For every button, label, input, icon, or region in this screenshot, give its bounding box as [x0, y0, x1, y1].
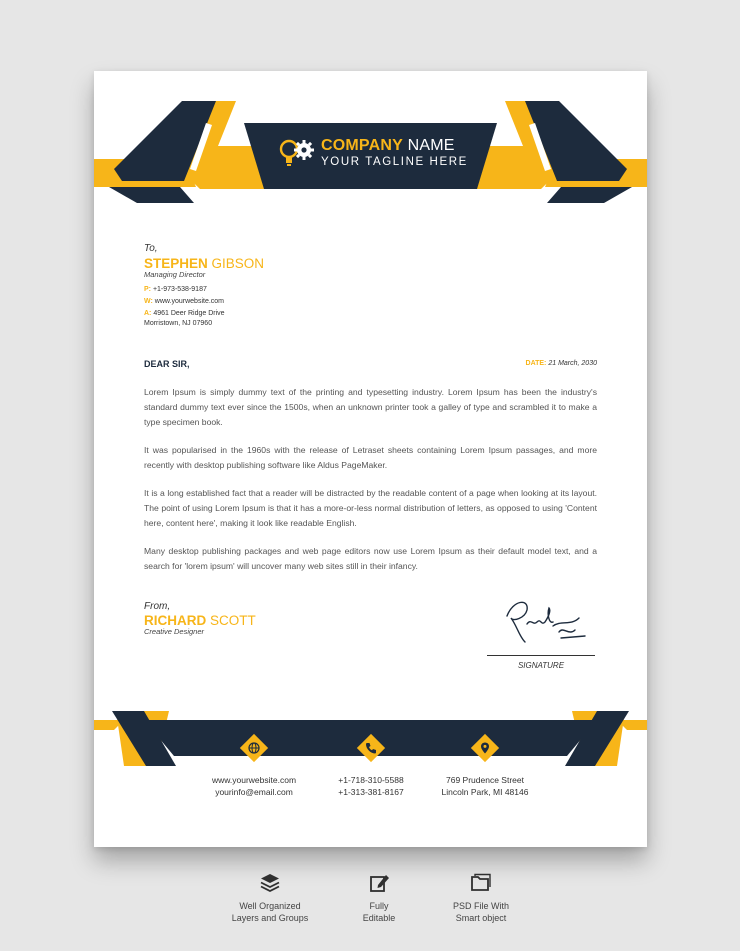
date-value: 21 March, 2030: [548, 360, 597, 367]
feature-layers-line-1: Well Organized: [239, 901, 301, 911]
recipient-last-name: GIBSON: [211, 256, 265, 271]
salutation: DEAR SIR,: [144, 359, 190, 369]
from-label: From,: [144, 601, 171, 612]
body-paragraph-3: It is a long established fact that a reader will be distracted by the readable content of a page when looking at its layout. The point of using Lorem Ipsum is that it has a more-or-less normal distribution of letters, as opposed to using 'Content here, content here', making it look like readable English.: [144, 488, 597, 528]
address-key: A:: [144, 310, 152, 317]
layers-icon: [259, 872, 281, 894]
signature-label: SIGNATURE: [517, 661, 565, 670]
company-tagline: YOUR TAGLINE HERE: [321, 156, 468, 168]
company-name-light: NAME: [407, 137, 455, 154]
phone-key: P:: [144, 286, 151, 293]
phone-value: +1-973-538-9187: [152, 286, 207, 293]
phone-icon: [364, 741, 378, 755]
letterhead-page: [94, 71, 647, 847]
footer-phone-column: [306, 774, 436, 798]
edit-icon: [368, 872, 390, 894]
company-brand: [277, 131, 477, 175]
recipient-website: [144, 298, 224, 305]
sender-title: Creative Designer: [144, 627, 205, 636]
recipient-address-line-2: Morristown, NJ 07960: [144, 320, 213, 327]
recipient-phone: [144, 286, 207, 293]
recipient-first-name: STEPHEN: [144, 256, 208, 271]
website-key: W:: [144, 298, 153, 305]
sender-last-name: SCOTT: [210, 613, 256, 628]
location-pin-icon: [478, 741, 492, 755]
date-key: DATE:: [525, 360, 547, 367]
letter-date: [526, 360, 597, 367]
recipient-name: [144, 256, 264, 271]
footer-address-line-2: Lincoln Park, MI 48146: [441, 787, 529, 797]
website-value: www.yourwebsite.com: [154, 298, 225, 305]
recipient-address: [144, 310, 225, 317]
feature-layers-line-2: Layers and Groups: [231, 913, 309, 923]
footer-email: yourinfo@email.com: [215, 787, 293, 797]
sender-first-name: RICHARD: [144, 613, 207, 628]
globe-icon: [247, 741, 261, 755]
feature-layers: [210, 872, 330, 924]
feature-psd-line-1: PSD File With: [452, 901, 509, 911]
footer-website: www.yourwebsite.com: [211, 775, 297, 785]
footer-address-line-1: 769 Prudence Street: [446, 775, 524, 785]
feature-psd: [421, 872, 541, 924]
body-paragraph-2: It was popularised in the 1960s with the release of Letraset sheets containing Lorem Ipsum passages, and more recently with desktop publishing software like Aldus PageMaker.: [144, 445, 597, 470]
company-name-strong: COMPANY: [321, 137, 403, 154]
footer-phone-2: +1-313-381-8167: [338, 787, 404, 797]
lightbulb-gear-icon: [277, 135, 317, 171]
body-paragraph-1: Lorem Ipsum is simply dummy text of the printing and typesetting industry. Lorem Ipsum has been the industry's standard dummy text ever since the 1500s, when an unknown printer took a galley of type and scrambled it to make a type specimen book.: [144, 387, 597, 427]
feature-editable-line-2: Editable: [362, 913, 396, 923]
footer-address-column: [420, 774, 550, 798]
feature-psd-line-2: Smart object: [455, 913, 507, 923]
address-line-1: 4961 Deer Ridge Drive: [153, 310, 225, 317]
footer-web-column: [189, 774, 319, 798]
recipient-title: Managing Director: [144, 270, 206, 279]
folder-icon: [470, 872, 492, 894]
body-paragraph-4: Many desktop publishing packages and web page editors now use Lorem Ipsum as their default model text, and a search for 'lorem ipsum' will uncover many web sites still in their infancy.: [144, 546, 597, 571]
signature-line: [487, 655, 595, 656]
to-label: To,: [144, 243, 158, 254]
company-name: [321, 137, 455, 155]
sender-name: [144, 613, 256, 628]
feature-editable-line-1: Fully: [369, 901, 389, 911]
handwritten-signature: [499, 596, 589, 646]
footer-phone-1: +1-718-310-5588: [338, 775, 404, 785]
